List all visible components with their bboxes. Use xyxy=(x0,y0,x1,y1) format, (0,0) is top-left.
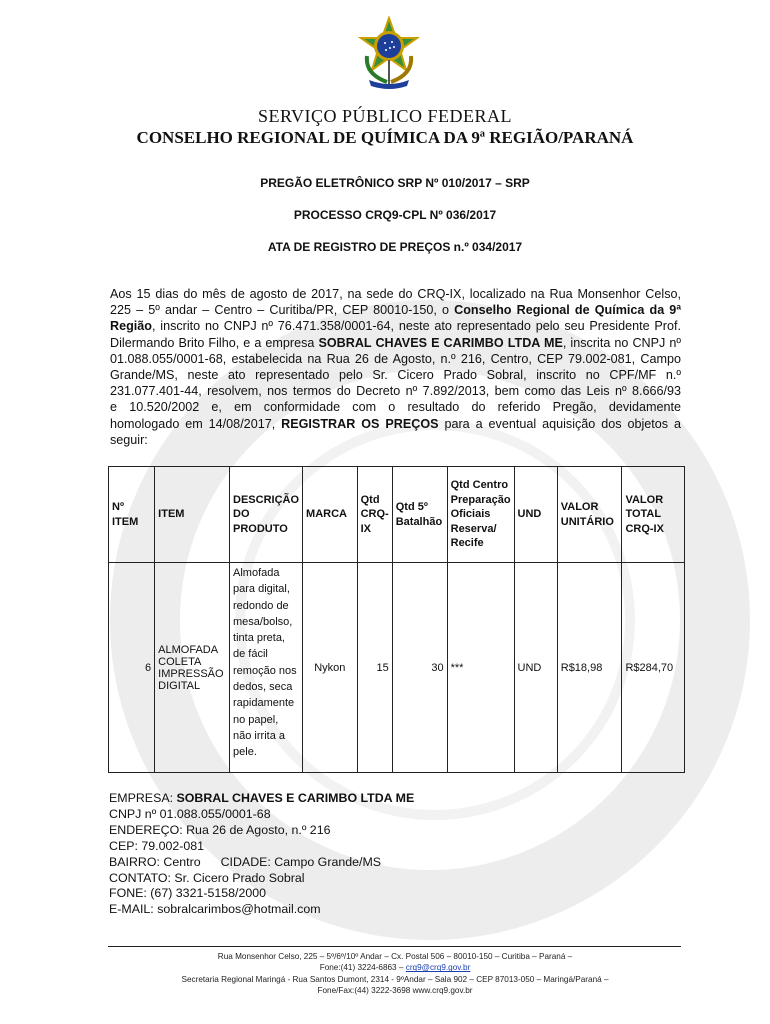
table-row xyxy=(109,563,685,773)
price-registry-table xyxy=(108,466,685,773)
company-cep: CEP: 79.002-081 xyxy=(109,838,205,853)
company-fone: FONE: (67) 3321-5158/2000 xyxy=(109,886,267,901)
footer-maringa: Secretaria Regional Maringá - Rua Santos Dumont, 2314 - 9ºAndar – Sala 902 – CEP 87013-050 – Maringá/Paraná – xyxy=(181,974,609,984)
processo-heading: PROCESSO CRQ9-CPL Nº 036/2017 xyxy=(293,208,497,222)
header-valor-unitario: VALOR UNITÁRIO xyxy=(557,467,622,563)
org-line-conselho: CONSELHO REGIONAL DE QUÍMICA DA 9ª REGIÃO/PARANÁ xyxy=(136,128,634,147)
company-info xyxy=(109,791,414,918)
footer-phone: Fone:(41) 3224-6863 – crq9@crq9.gov.br xyxy=(319,963,471,973)
header-und: UND xyxy=(514,467,557,563)
pregao-heading: PREGÃO ELETRÔNICO SRP Nº 010/2017 – SRP xyxy=(260,176,530,190)
header-n-item: Nº ITEM xyxy=(109,467,155,563)
table-header-row xyxy=(109,467,685,563)
cell-valor-unitario: R$18,98 xyxy=(557,563,622,773)
intro-line: Aos 15 dias do mês de agosto de 2017, na sede do CRQ-IX, localizado na Rua Monsenhor Celso, xyxy=(110,287,681,301)
cell-item: ALMOFADA COLETA IMPRESSÃO DIGITAL xyxy=(155,563,230,773)
intro-line: 231.077.401-44, resolvem, nos termos do Decreto nº 7.892/2013, bem como das Leis nº 8.666/93 xyxy=(110,384,681,399)
intro-line: 225 – 5º andar – Centro – Curitiba/PR, CEP 80010-150, o Conselho Regional de Química da 9ª xyxy=(110,303,681,318)
header-qtd-centro: Qtd Centro Preparação Oficiais Reserva/ Recife xyxy=(447,467,514,563)
header-qtd-crq: Qtd CRQ-IX xyxy=(357,467,392,563)
header-item: ITEM xyxy=(155,467,230,563)
org-line-servico-publico: SERVIÇO PÚBLICO FEDERAL xyxy=(257,106,513,126)
company-empresa: EMPRESA: SOBRAL CHAVES E CARIMBO LTDA ME xyxy=(109,791,415,805)
footer-address: Rua Monsenhor Celso, 225 – 5º/6º/10º Andar – Cx. Postal 506 – 80010-150 – Curitiba – Paraná – xyxy=(217,952,573,961)
cell-qtd-centro: *** xyxy=(447,563,514,773)
cell-qtd-crq: 15 xyxy=(357,563,392,773)
header-qtd-batalhao: Qtd 5º Batalhão xyxy=(392,467,447,563)
cell-qtd-batalhao: 30 xyxy=(392,563,447,773)
footer-divider xyxy=(108,946,681,947)
intro-line: homologado em 14/08/2017, REGISTRAR OS PREÇOS para a eventual aquisição dos objetos a xyxy=(110,416,682,431)
company-endereco: ENDEREÇO: Rua 26 de Agosto, n.º 216 xyxy=(109,822,331,837)
intro-line: e 10.520/2002 e, em conformidade com o resultado do referido Pregão, devidamente xyxy=(110,400,681,415)
cell-marca: Nykon xyxy=(303,563,358,773)
intro-paragraph xyxy=(110,286,681,448)
brazil-coat-of-arms-icon xyxy=(357,16,421,90)
intro-line: 01.088.055/0001-68, estabelecida na Rua 26 de Agosto, n.º 216, Centro, CEP 79.002-081, Campo xyxy=(110,351,681,366)
intro-line: Região, inscrito no CNPJ nº 76.471.358/0001-64, neste ato representado pelo seu Presidente Prof. xyxy=(110,319,681,334)
ata-heading: ATA DE REGISTRO DE PREÇOS n.º 034/2017 xyxy=(267,240,523,254)
header-valor-total: VALOR TOTAL CRQ-IX xyxy=(622,467,685,563)
company-email: E-MAIL: sobralcarimbos@hotmail.com xyxy=(109,902,321,917)
cell-descricao: Almofada para digital, redondo de mesa/bolso, tinta preta, de fácil remoção nos dedos, seca rapidamente no papel, não irrita a pele. xyxy=(230,563,303,773)
footer-email-link[interactable]: crq9@crq9.gov.br xyxy=(405,963,471,973)
header-marca: MARCA xyxy=(303,467,358,563)
intro-line: Grande/MS, neste ato representado pelo Sr. Cicero Prado Sobral, inscrito no CPF/MF n.º xyxy=(110,368,681,383)
header-descricao: DESCRIÇÃO DO PRODUTO xyxy=(230,467,303,563)
intro-line: seguir: xyxy=(110,432,148,447)
cell-valor-total: R$284,70 xyxy=(622,563,685,773)
cell-und: UND xyxy=(514,563,557,773)
intro-line: Dilermando Brito Filho, e a empresa SOBRAL CHAVES E CARIMBO LTDA ME, inscrita no CNPJ nº xyxy=(110,335,681,350)
footer-maringa-phone: Fone/Fax:(44) 3222-3698 www.crq9.gov.br xyxy=(317,986,473,996)
company-contato: CONTATO: Sr. Cicero Prado Sobral xyxy=(109,870,305,885)
cell-n-item: 6 xyxy=(109,563,155,773)
company-bairro-cidade: BAIRRO: Centro CIDADE: Campo Grande/MS xyxy=(109,854,382,869)
footer xyxy=(0,951,770,997)
company-cnpj: CNPJ nº 01.088.055/0001-68 xyxy=(109,806,271,821)
